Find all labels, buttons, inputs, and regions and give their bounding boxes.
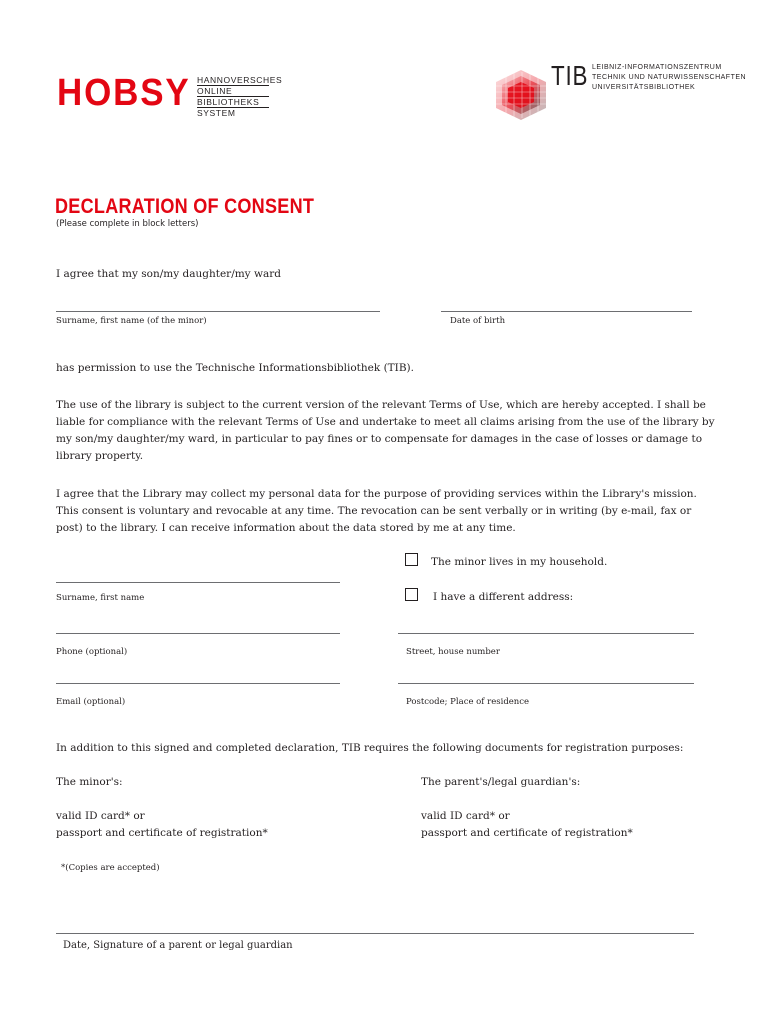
minor-doc-item: passport and certificate of registration* <box>56 827 268 839</box>
minor-name-label: Surname, first name (of the minor) <box>56 316 207 326</box>
permission-text: has permission to use the Technische Informationsbibliothek (TIB). <box>56 362 414 374</box>
same-household-checkbox[interactable] <box>405 553 418 566</box>
guardian-name-field[interactable] <box>56 582 340 583</box>
terms-paragraph: The use of the library is subject to the current version of the relevant Terms of Use, which are hereby accepted. I shall be liable for compliance with the relevant Terms of Use and undertake to meet all claims arising from the use of the library by my son/my daughter/my ward, in particular to pay fines or to compensate for damages in the case of losses or damage to library property. <box>56 399 715 462</box>
hobsy-sub-line: ONLINE <box>197 86 269 97</box>
copies-note: *(Copies are accepted) <box>61 863 160 873</box>
parent-doc-item: passport and certificate of registration* <box>421 827 633 839</box>
hobsy-logo-subtitle <box>197 75 283 118</box>
postcode-field[interactable] <box>398 683 694 684</box>
email-label: Email (optional) <box>56 697 126 707</box>
minor-name-field[interactable] <box>56 311 380 312</box>
date-of-birth-field[interactable] <box>441 311 692 312</box>
parent-documents-heading: The parent's/legal guardian's: <box>421 776 581 788</box>
tib-logo-subtitle <box>592 63 746 93</box>
postcode-label: Postcode; Place of residence <box>406 697 530 707</box>
data-consent-paragraph-1: I agree that the Library may collect my personal data for the purpose of providing services within the Library's mission. <box>56 488 697 500</box>
signature-label: Date, Signature of a parent or legal guardian <box>63 940 293 951</box>
data-consent-paragraph-2: This consent is voluntary and revocable at any time. The revocation can be sent verbally or in writing (by e-mail, fax or post) to the library. I can receive information about the data stored by me at any time. <box>56 505 692 534</box>
hobsy-sub-line: SYSTEM <box>197 108 236 118</box>
email-field[interactable] <box>56 683 340 684</box>
tib-cube-logo-icon <box>492 68 550 122</box>
parent-doc-item: valid ID card* or <box>421 810 510 822</box>
different-address-label: I have a different address: <box>433 591 574 603</box>
tib-sub-line: LEIBNIZ-INFORMATIONSZENTRUM <box>592 64 722 71</box>
phone-label: Phone (optional) <box>56 647 128 657</box>
tib-sub-line: UNIVERSITÄTSBIBLIOTHEK <box>592 84 696 91</box>
minor-doc-item: valid ID card* or <box>56 810 145 822</box>
minor-documents-heading: The minor's: <box>56 776 123 788</box>
tib-sub-line: TECHNIK UND NATURWISSENSCHAFTEN <box>592 74 747 81</box>
signature-field[interactable] <box>56 933 694 934</box>
date-of-birth-label: Date of birth <box>450 316 506 326</box>
street-field[interactable] <box>398 633 694 634</box>
same-household-label: The minor lives in my household. <box>431 556 608 568</box>
hobsy-sub-line: BIBLIOTHEKS <box>197 97 269 108</box>
hobsy-logo: HOBSY <box>57 72 191 114</box>
guardian-name-label: Surname, first name <box>56 593 145 603</box>
documents-intro: In addition to this signed and completed declaration, TIB requires the following documents for registration purposes: <box>56 742 684 754</box>
different-address-checkbox[interactable] <box>405 588 418 601</box>
phone-field[interactable] <box>56 633 340 634</box>
page-subtitle: (Please complete in block letters) <box>56 219 199 229</box>
hobsy-sub-line: HANNOVERSCHES <box>197 75 283 85</box>
page-title: DECLARATION OF CONSENT <box>55 195 315 218</box>
agree-intro: I agree that my son/my daughter/my ward <box>56 268 281 280</box>
tib-logo: TIB <box>551 60 589 91</box>
street-label: Street, house number <box>406 647 500 657</box>
